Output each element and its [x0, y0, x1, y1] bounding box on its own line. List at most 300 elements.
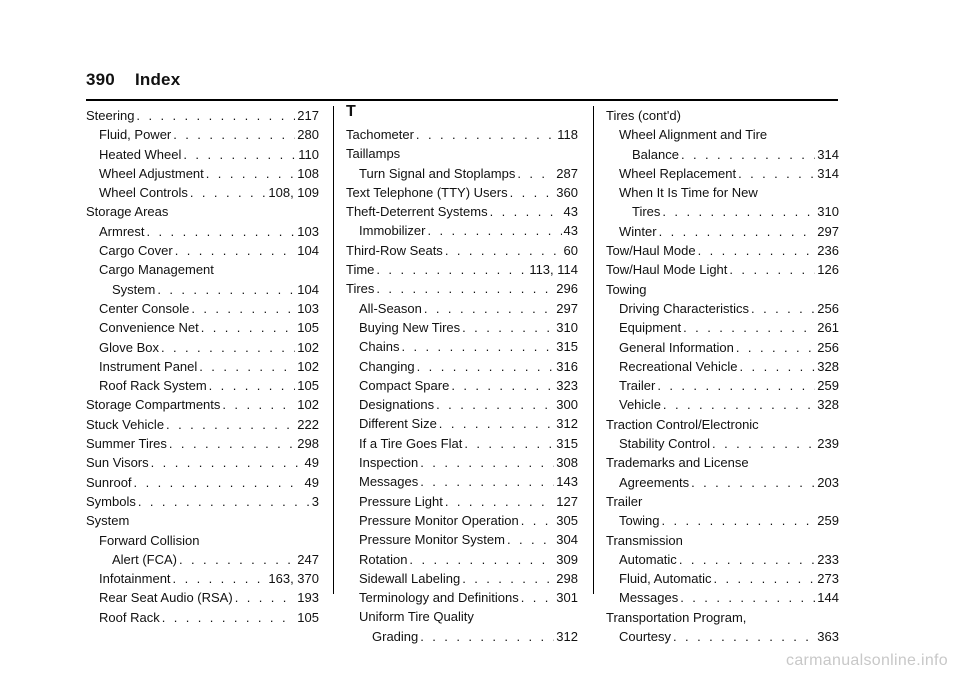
dot-leader	[417, 357, 555, 376]
entry-page: 236	[817, 243, 839, 259]
index-entry	[86, 608, 319, 627]
entry-page: 222	[297, 416, 319, 432]
dot-leader	[136, 106, 295, 125]
entry-page: 105	[297, 320, 319, 336]
entry-term: Stability Control	[619, 436, 711, 452]
entry-page: 315	[556, 339, 578, 355]
entry-term: Chains	[359, 339, 400, 355]
entry-term: Infotainment	[99, 571, 171, 587]
entry-page: 118	[557, 127, 578, 142]
dot-leader	[439, 414, 555, 433]
entry-page: 126	[817, 262, 839, 278]
entry-term: System	[112, 281, 156, 297]
entry-term: Changing	[359, 358, 415, 374]
entry-page: 102	[297, 358, 319, 374]
index-entry	[606, 511, 839, 530]
entry-page: 239	[817, 436, 839, 452]
index-entry	[606, 145, 839, 164]
index-entry	[86, 588, 319, 607]
dot-leader	[521, 588, 555, 607]
entry-term: Stuck Vehicle	[86, 416, 165, 432]
dot-leader	[183, 145, 296, 164]
index-entry	[606, 260, 839, 279]
entry-page: 312	[556, 416, 578, 432]
index-entry	[346, 318, 578, 337]
index-entry	[86, 183, 319, 202]
dot-leader	[138, 492, 310, 511]
index-entry	[606, 357, 839, 376]
entry-page: 298	[297, 436, 319, 452]
index-entry	[346, 144, 578, 163]
entry-page: 360	[556, 184, 578, 200]
entry-term: Summer Tires	[86, 436, 167, 452]
index-entry	[606, 318, 839, 337]
entry-term: Driving Characteristics	[619, 300, 750, 316]
index-entry	[606, 453, 839, 472]
entry-term: When It Is Time for New	[619, 185, 758, 201]
entry-term: Trailer	[606, 493, 643, 509]
entry-term: System	[86, 513, 130, 529]
dot-leader	[714, 569, 816, 588]
index-entry	[346, 627, 578, 646]
entry-term: Wheel Replacement	[619, 165, 737, 181]
entry-term: Messages	[359, 474, 419, 490]
entry-page: 328	[817, 397, 839, 413]
dot-leader	[190, 183, 267, 202]
entry-term: Transportation Program,	[606, 609, 747, 625]
entry-page: 105	[297, 378, 319, 394]
dot-leader	[173, 125, 295, 144]
index-entry	[606, 531, 839, 550]
entry-page: 217	[297, 108, 319, 123]
index-entry	[346, 376, 578, 395]
index-entry	[346, 357, 578, 376]
index-entry	[606, 588, 839, 607]
entry-page: 259	[817, 513, 839, 529]
dot-leader	[462, 569, 554, 588]
dot-leader	[169, 434, 295, 453]
entry-term: Sun Visors	[86, 455, 149, 471]
index-entry	[606, 569, 839, 588]
entry-page: 49	[304, 455, 319, 471]
index-entry	[606, 106, 839, 125]
entry-page: 287	[556, 165, 578, 181]
index-entry	[86, 376, 319, 395]
entry-page: 310	[817, 204, 839, 220]
dot-leader	[521, 511, 555, 530]
entry-term: Automatic	[619, 551, 677, 567]
dot-leader	[191, 299, 295, 318]
index-entry	[606, 222, 839, 241]
dot-leader	[179, 550, 295, 569]
dot-leader	[199, 357, 295, 376]
index-entry	[606, 415, 839, 434]
entry-page: 261	[817, 320, 839, 336]
dot-leader	[507, 530, 554, 549]
entry-term: Cargo Cover	[99, 243, 173, 259]
dot-leader	[680, 588, 815, 607]
entry-term: Wheel Adjustment	[99, 165, 204, 181]
entry-page: 259	[817, 378, 839, 394]
index-entry	[346, 337, 578, 356]
entry-page: 296	[556, 281, 578, 297]
index-entry	[86, 280, 319, 299]
dot-leader	[201, 318, 296, 337]
index-entry	[86, 318, 319, 337]
dot-leader	[662, 202, 815, 221]
dot-leader	[683, 318, 815, 337]
index-entry	[346, 492, 578, 511]
entry-page: 300	[556, 397, 578, 413]
entry-term: Towing	[619, 513, 660, 529]
entry-term: Steering	[86, 108, 135, 123]
entry-term: Vehicle	[619, 397, 661, 413]
index-entry	[86, 145, 319, 164]
index-entry	[606, 608, 839, 627]
index-entry	[346, 299, 578, 318]
dot-leader	[151, 453, 303, 472]
dot-leader	[175, 241, 296, 260]
index-column-3	[606, 106, 839, 646]
index-entry	[346, 453, 578, 472]
dot-leader	[416, 125, 555, 144]
index-entry	[86, 106, 319, 125]
entry-term: Winter	[619, 223, 657, 239]
dot-leader	[445, 241, 562, 260]
index-entry	[346, 569, 578, 588]
index-entry	[346, 221, 578, 240]
index-entry	[346, 164, 578, 183]
entry-term: Recreational Vehicle	[619, 358, 738, 374]
entry-term: Tachometer	[346, 127, 414, 142]
entry-term: Third-Row Seats	[346, 242, 443, 258]
entry-term: Buying New Tires	[359, 319, 461, 335]
index-entry	[86, 492, 319, 511]
dot-leader	[751, 299, 815, 318]
index-entry	[86, 222, 319, 241]
entry-page: 256	[817, 339, 839, 355]
entry-page: 298	[556, 570, 578, 586]
index-entry	[606, 473, 839, 492]
dot-leader	[691, 473, 815, 492]
dot-leader	[679, 550, 815, 569]
entry-term: Sunroof	[86, 474, 132, 490]
index-entry	[606, 338, 839, 357]
index-entry	[86, 550, 319, 569]
entry-term: Text Telephone (TTY) Users	[346, 184, 508, 200]
entry-page: 143	[556, 474, 578, 490]
entry-term: Cargo Management	[99, 262, 214, 278]
index-entry	[86, 569, 319, 588]
entry-term: Time	[346, 262, 375, 278]
entry-page: 3	[311, 493, 319, 509]
entry-term: Heated Wheel	[99, 146, 182, 162]
entry-page: 312	[556, 628, 578, 644]
dot-leader	[663, 395, 815, 414]
dot-leader	[409, 550, 554, 569]
entry-page: 110	[298, 146, 319, 162]
index-entry	[86, 395, 319, 414]
entry-page: 193	[297, 590, 319, 606]
entry-page: 49	[304, 474, 319, 490]
dot-leader	[736, 338, 815, 357]
entry-term: Trailer	[619, 378, 656, 394]
entry-page: 363	[817, 629, 839, 645]
dot-leader	[161, 338, 295, 357]
index-entry	[346, 472, 578, 491]
entry-page: 113, 114	[529, 262, 578, 278]
entry-term: Different Size	[359, 416, 437, 432]
entry-term: Tires (cont'd)	[606, 108, 681, 123]
index-entry	[606, 241, 839, 260]
dot-leader	[420, 453, 554, 472]
index-entry	[606, 395, 839, 414]
entry-term: Inspection	[359, 455, 419, 471]
entry-term: Tow/Haul Mode	[606, 243, 696, 259]
dot-leader	[147, 222, 296, 241]
dot-leader	[134, 473, 303, 492]
entry-page: 280	[297, 127, 319, 143]
dot-leader	[659, 222, 816, 241]
index-entry	[346, 260, 578, 279]
entry-term: Armrest	[99, 223, 145, 239]
dot-leader	[490, 202, 562, 221]
index-entry	[346, 550, 578, 569]
index-entry	[346, 588, 578, 607]
index-entry	[346, 202, 578, 221]
dot-leader	[673, 627, 815, 646]
entry-page: 297	[556, 300, 578, 316]
entry-page: 103	[297, 223, 319, 239]
index-column-1	[86, 106, 319, 627]
entry-term: If a Tire Goes Flat	[359, 435, 463, 451]
index-entry	[606, 125, 839, 144]
entry-term: Pressure Monitor System	[359, 532, 505, 548]
index-entry	[606, 280, 839, 299]
entry-page: 233	[817, 551, 839, 567]
index-entry	[86, 299, 319, 318]
entry-term: Sidewall Labeling	[359, 570, 461, 586]
watermark: carmanualsonline.info	[786, 652, 948, 669]
dot-leader	[681, 145, 815, 164]
dot-leader	[401, 337, 554, 356]
index-entry	[86, 260, 319, 279]
page-title: Index	[134, 70, 181, 89]
entry-page: 103	[297, 300, 319, 316]
entry-term: Storage Areas	[86, 204, 169, 220]
index-entry	[86, 125, 319, 144]
entry-term: Messages	[619, 590, 679, 606]
dot-leader	[740, 357, 816, 376]
entry-page: 127	[556, 493, 578, 509]
entry-term: Trademarks and License	[606, 455, 749, 471]
entry-page: 104	[297, 243, 319, 259]
entry-term: Wheel Controls	[99, 185, 188, 201]
index-entry	[86, 434, 319, 453]
entry-term: Transmission	[606, 532, 683, 548]
index-entry	[86, 453, 319, 472]
entry-term: Agreements	[619, 474, 690, 490]
entry-term: Storage Compartments	[86, 397, 221, 413]
entry-page: 308	[556, 455, 578, 471]
entry-term: Convenience Net	[99, 320, 199, 336]
entry-term: Compact Spare	[359, 377, 450, 393]
entry-term: Fluid, Power	[99, 127, 172, 143]
index-entry	[606, 183, 839, 202]
entry-page: 104	[297, 281, 319, 297]
entry-term: Instrument Panel	[99, 358, 198, 374]
dot-leader	[738, 164, 815, 183]
entry-page: 314	[817, 146, 839, 162]
dot-leader	[166, 415, 295, 434]
index-entry	[346, 183, 578, 202]
index-entry	[86, 164, 319, 183]
index-entry	[346, 241, 578, 260]
dot-leader	[206, 164, 296, 183]
index-entry	[606, 627, 839, 646]
entry-term: Courtesy	[619, 629, 672, 645]
dot-leader	[712, 434, 815, 453]
index-entry	[346, 434, 578, 453]
index-entry	[606, 550, 839, 569]
dot-leader	[424, 299, 554, 318]
dot-leader	[173, 569, 267, 588]
entry-page: 43	[563, 204, 578, 220]
entry-page: 328	[817, 358, 839, 374]
dot-leader	[157, 280, 295, 299]
entry-term: Tow/Haul Mode Light	[606, 262, 728, 278]
index-entry	[86, 511, 319, 530]
entry-page: 256	[817, 300, 839, 316]
index-entry	[606, 164, 839, 183]
dot-leader	[661, 511, 815, 530]
entry-page: 297	[817, 223, 839, 239]
column-divider	[333, 106, 334, 594]
entry-term: All-Season	[359, 300, 422, 316]
entry-term: Center Console	[99, 300, 190, 316]
entry-term: Designations	[359, 397, 435, 413]
entry-term: Tires	[346, 281, 375, 297]
index-entry	[606, 492, 839, 511]
index-entry	[606, 434, 839, 453]
index-entry	[346, 511, 578, 530]
index-entry	[606, 299, 839, 318]
dot-leader	[222, 395, 295, 414]
entry-page: 102	[297, 339, 319, 355]
column-divider	[593, 106, 594, 594]
page-number: 390	[86, 70, 115, 89]
dot-leader	[209, 376, 296, 395]
header-rule	[86, 99, 838, 101]
entry-term: Immobilizer	[359, 223, 426, 239]
index-entry	[606, 202, 839, 221]
entry-page: 309	[556, 551, 578, 567]
entry-page: 43	[563, 223, 578, 239]
dot-leader	[427, 221, 561, 240]
entry-page: 316	[556, 358, 578, 374]
entry-term: Grading	[372, 628, 419, 644]
entry-term: Pressure Light	[359, 493, 443, 509]
index-entry	[346, 414, 578, 433]
dot-leader	[420, 472, 554, 491]
entry-page: 247	[297, 551, 319, 567]
index-entry	[346, 125, 578, 144]
entry-page: 105	[297, 609, 319, 625]
entry-term: Forward Collision	[99, 532, 200, 548]
dot-leader	[376, 279, 554, 298]
entry-term: Uniform Tire Quality	[359, 609, 474, 625]
entry-term: Traction Control/Electronic	[606, 416, 759, 432]
dot-leader	[462, 318, 554, 337]
index-entry	[86, 531, 319, 550]
entry-term: Taillamps	[346, 146, 401, 162]
dot-leader	[436, 395, 554, 414]
entry-page: 203	[817, 474, 839, 490]
entry-term: Rear Seat Audio (RSA)	[99, 590, 233, 606]
entry-term: Turn Signal and Stoplamps	[359, 165, 516, 181]
index-entry	[346, 395, 578, 414]
entry-term: Alert (FCA)	[112, 551, 177, 567]
entry-page: 102	[297, 397, 319, 413]
entry-page: 323	[556, 377, 578, 393]
index-entry	[86, 241, 319, 260]
entry-page: 310	[556, 319, 578, 335]
dot-leader	[376, 260, 527, 279]
entry-page: 314	[817, 165, 839, 181]
page-header	[86, 70, 180, 90]
entry-term: Pressure Monitor Operation	[359, 512, 519, 528]
entry-term: Wheel Alignment and Tire	[619, 127, 768, 143]
dot-leader	[420, 627, 554, 646]
dot-leader	[451, 376, 554, 395]
entry-page: 108	[297, 165, 319, 181]
entry-term: Symbols	[86, 493, 136, 509]
entry-term: Glove Box	[99, 339, 159, 355]
dot-leader	[657, 376, 815, 395]
dot-leader	[464, 434, 554, 453]
entry-page: 108, 109	[268, 185, 319, 201]
entry-page: 315	[556, 435, 578, 451]
section-letter: T	[346, 103, 356, 120]
dot-leader	[162, 608, 296, 627]
dot-leader	[510, 183, 555, 202]
entry-term: Theft-Deterrent Systems	[346, 204, 488, 220]
index-entry	[346, 607, 578, 626]
entry-term: Roof Rack	[99, 609, 160, 625]
index-column-2	[346, 103, 578, 646]
entry-page: 60	[563, 242, 578, 258]
entry-page: 301	[556, 590, 578, 606]
entry-term: Equipment	[619, 320, 682, 336]
entry-page: 163, 370	[268, 571, 319, 587]
entry-term: Tires	[632, 204, 661, 220]
entry-page: 144	[817, 590, 839, 606]
index-entry	[86, 202, 319, 221]
entry-page: 304	[556, 532, 578, 548]
entry-page: 273	[817, 571, 839, 587]
entry-page: 305	[556, 512, 578, 528]
dot-leader	[445, 492, 554, 511]
index-entry	[346, 530, 578, 549]
dot-leader	[698, 241, 816, 260]
index-entry	[346, 279, 578, 298]
index-entry	[606, 376, 839, 395]
index-entry	[86, 473, 319, 492]
index-entry	[86, 415, 319, 434]
dot-leader	[729, 260, 815, 279]
entry-term: Fluid, Automatic	[619, 571, 712, 587]
entry-term: Balance	[632, 146, 679, 162]
